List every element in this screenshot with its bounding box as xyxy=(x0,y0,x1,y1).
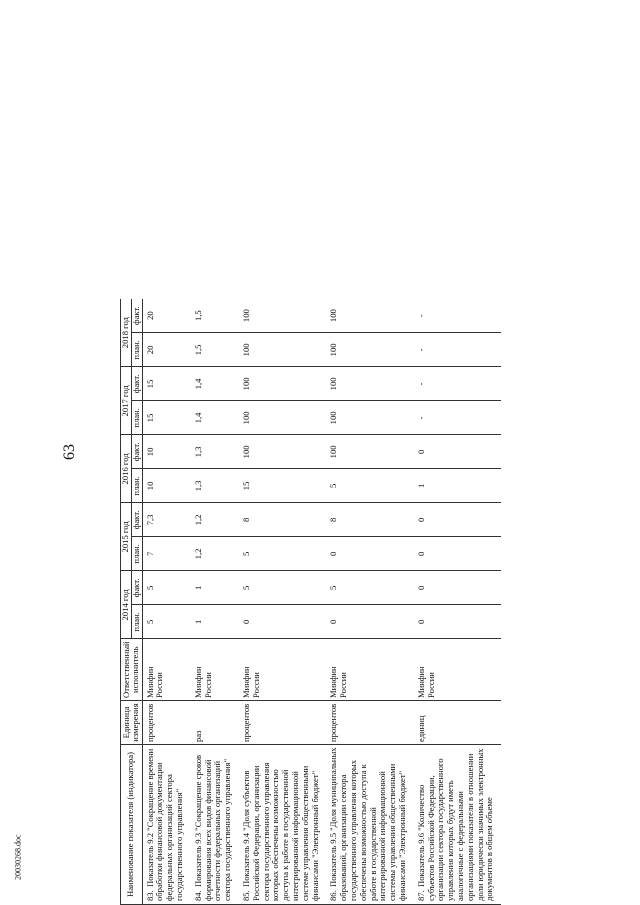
value-cell: 5 xyxy=(142,605,191,639)
value-cell: 1,5 xyxy=(191,333,239,367)
table-row xyxy=(239,299,326,905)
header-fact: факт. xyxy=(131,299,142,333)
executor-cell: Минфин России xyxy=(191,639,239,701)
value-cell: 1,3 xyxy=(191,469,239,503)
indicator-name: Показатель 9.5 "Доля муниципальных образований, организации сектора государственного управления которых обеспечены возможностью доступа к работе в государственной интегрированной информационной системы управления общественными финансами "Электронный бюджет" xyxy=(328,747,407,901)
value-cell: - xyxy=(414,299,501,333)
header-indicator: Наименование показателя (индикатора) xyxy=(121,745,143,905)
value-cell: 100 xyxy=(326,435,413,469)
value-cell: 1 xyxy=(414,469,501,503)
value-cell: 5 xyxy=(239,537,326,571)
indicators-table xyxy=(120,299,501,905)
value-cell: 5 xyxy=(142,571,191,605)
value-cell: 100 xyxy=(239,435,326,469)
executor-cell: Минфин России xyxy=(239,639,326,701)
value-cell: 1 xyxy=(191,571,239,605)
rotated-page-content xyxy=(60,0,580,905)
value-cell: 7 xyxy=(142,537,191,571)
header-plan: план. xyxy=(131,469,142,503)
value-cell: 5 xyxy=(326,469,413,503)
unit-cell: процентов xyxy=(239,701,326,745)
value-cell: 1,2 xyxy=(191,537,239,571)
row-number: 83. xyxy=(144,890,155,901)
header-plan: план. xyxy=(131,605,142,639)
value-cell: 5 xyxy=(326,571,413,605)
executor-cell: Минфин России xyxy=(142,639,191,701)
header-plan: план. xyxy=(131,333,142,367)
indicator-name: Показатель 9.6 "Количество субъектов Российской Федерации, организации сектора государственного управления которых будут иметь аналогичные с федеральными организациями показатели в отношении доли юридически значимых электронных документов в общем объеме xyxy=(415,748,495,901)
indicator-name: Показатель 9.4 "Доля субъектов Российской Федерации, организации сектора государственного управления которых обеспечены возможностью доступа к работе в государственной интегрированной информационной системе управления общественными финансами "Электронный бюджет" xyxy=(240,762,320,901)
header-year-2018: 2018 год xyxy=(121,299,132,367)
executor-cell: Минфин России xyxy=(414,639,501,701)
header-year-2014: 2014 год xyxy=(121,571,132,639)
indicator-cell xyxy=(239,745,326,905)
value-cell: 0 xyxy=(414,435,501,469)
value-cell: 100 xyxy=(326,333,413,367)
indicator-name: Показатель 9.3 "Сокращение сроков формирования всех видов финансовой отчетности федеральных организаций сектора государственного управления" xyxy=(192,754,233,901)
indicator-name: Показатель 9.2 "Сокращение времени обработки финансовой документации федеральных организаций сектора государственного управления" xyxy=(144,748,184,901)
value-cell: 1,2 xyxy=(191,503,239,537)
value-cell: 0 xyxy=(414,537,501,571)
value-cell: 1,5 xyxy=(191,299,239,333)
value-cell: 1,3 xyxy=(191,435,239,469)
value-cell: 100 xyxy=(239,333,326,367)
value-cell: - xyxy=(414,401,501,435)
table-row xyxy=(142,299,191,905)
table-row xyxy=(191,299,239,905)
value-cell: 1,4 xyxy=(191,367,239,401)
table-row xyxy=(414,299,501,905)
value-cell: - xyxy=(414,367,501,401)
value-cell: 8 xyxy=(239,503,326,537)
value-cell: 15 xyxy=(142,401,191,435)
header-year-2015: 2015 год xyxy=(121,503,132,571)
header-fact: факт. xyxy=(131,571,142,605)
header-plan: план. xyxy=(131,401,142,435)
value-cell: 100 xyxy=(239,299,326,333)
header-plan: план. xyxy=(131,537,142,571)
unit-cell: раз xyxy=(191,701,239,745)
value-cell: 100 xyxy=(239,401,326,435)
value-cell: 15 xyxy=(142,367,191,401)
value-cell: 8 xyxy=(326,503,413,537)
unit-cell: процентов xyxy=(326,701,413,745)
value-cell: 0 xyxy=(414,503,501,537)
row-number: 87. xyxy=(415,890,426,901)
row-number: 84. xyxy=(192,890,203,901)
header-fact: факт. xyxy=(131,503,142,537)
header-fact: факт. xyxy=(131,435,142,469)
value-cell: 100 xyxy=(326,401,413,435)
header-fact: факт. xyxy=(131,367,142,401)
value-cell: 20 xyxy=(142,299,191,333)
value-cell: 10 xyxy=(142,435,191,469)
value-cell: 0 xyxy=(414,605,501,639)
value-cell: 0 xyxy=(414,571,501,605)
value-cell: 0 xyxy=(326,537,413,571)
unit-cell: единиц xyxy=(414,701,501,745)
value-cell: 20 xyxy=(142,333,191,367)
header-unit: Единица измерения xyxy=(121,701,143,745)
value-cell: 7,3 xyxy=(142,503,191,537)
value-cell: 0 xyxy=(326,605,413,639)
value-cell: 15 xyxy=(239,469,326,503)
header-executor: Ответственный исполнитель xyxy=(121,639,143,701)
value-cell: 100 xyxy=(326,299,413,333)
value-cell: 1 xyxy=(191,605,239,639)
row-number: 86. xyxy=(328,890,339,901)
value-cell: 100 xyxy=(239,367,326,401)
value-cell: 5 xyxy=(239,571,326,605)
header-year-2017: 2017 год xyxy=(121,367,132,435)
row-number: 85. xyxy=(240,890,251,901)
page-number: 63 xyxy=(61,444,78,460)
value-cell: 0 xyxy=(239,605,326,639)
indicator-cell xyxy=(142,745,191,905)
footer-filename: 20030268.doc xyxy=(13,834,23,880)
value-cell: 1,4 xyxy=(191,401,239,435)
unit-cell: процентов xyxy=(142,701,191,745)
indicator-cell xyxy=(414,745,501,905)
value-cell: 100 xyxy=(326,367,413,401)
header-year-2016: 2016 год xyxy=(121,435,132,503)
value-cell: 10 xyxy=(142,469,191,503)
indicator-cell xyxy=(326,745,413,905)
executor-cell: Минфин России xyxy=(326,639,413,701)
table-row xyxy=(326,299,413,905)
value-cell: - xyxy=(414,333,501,367)
indicator-cell xyxy=(191,745,239,905)
